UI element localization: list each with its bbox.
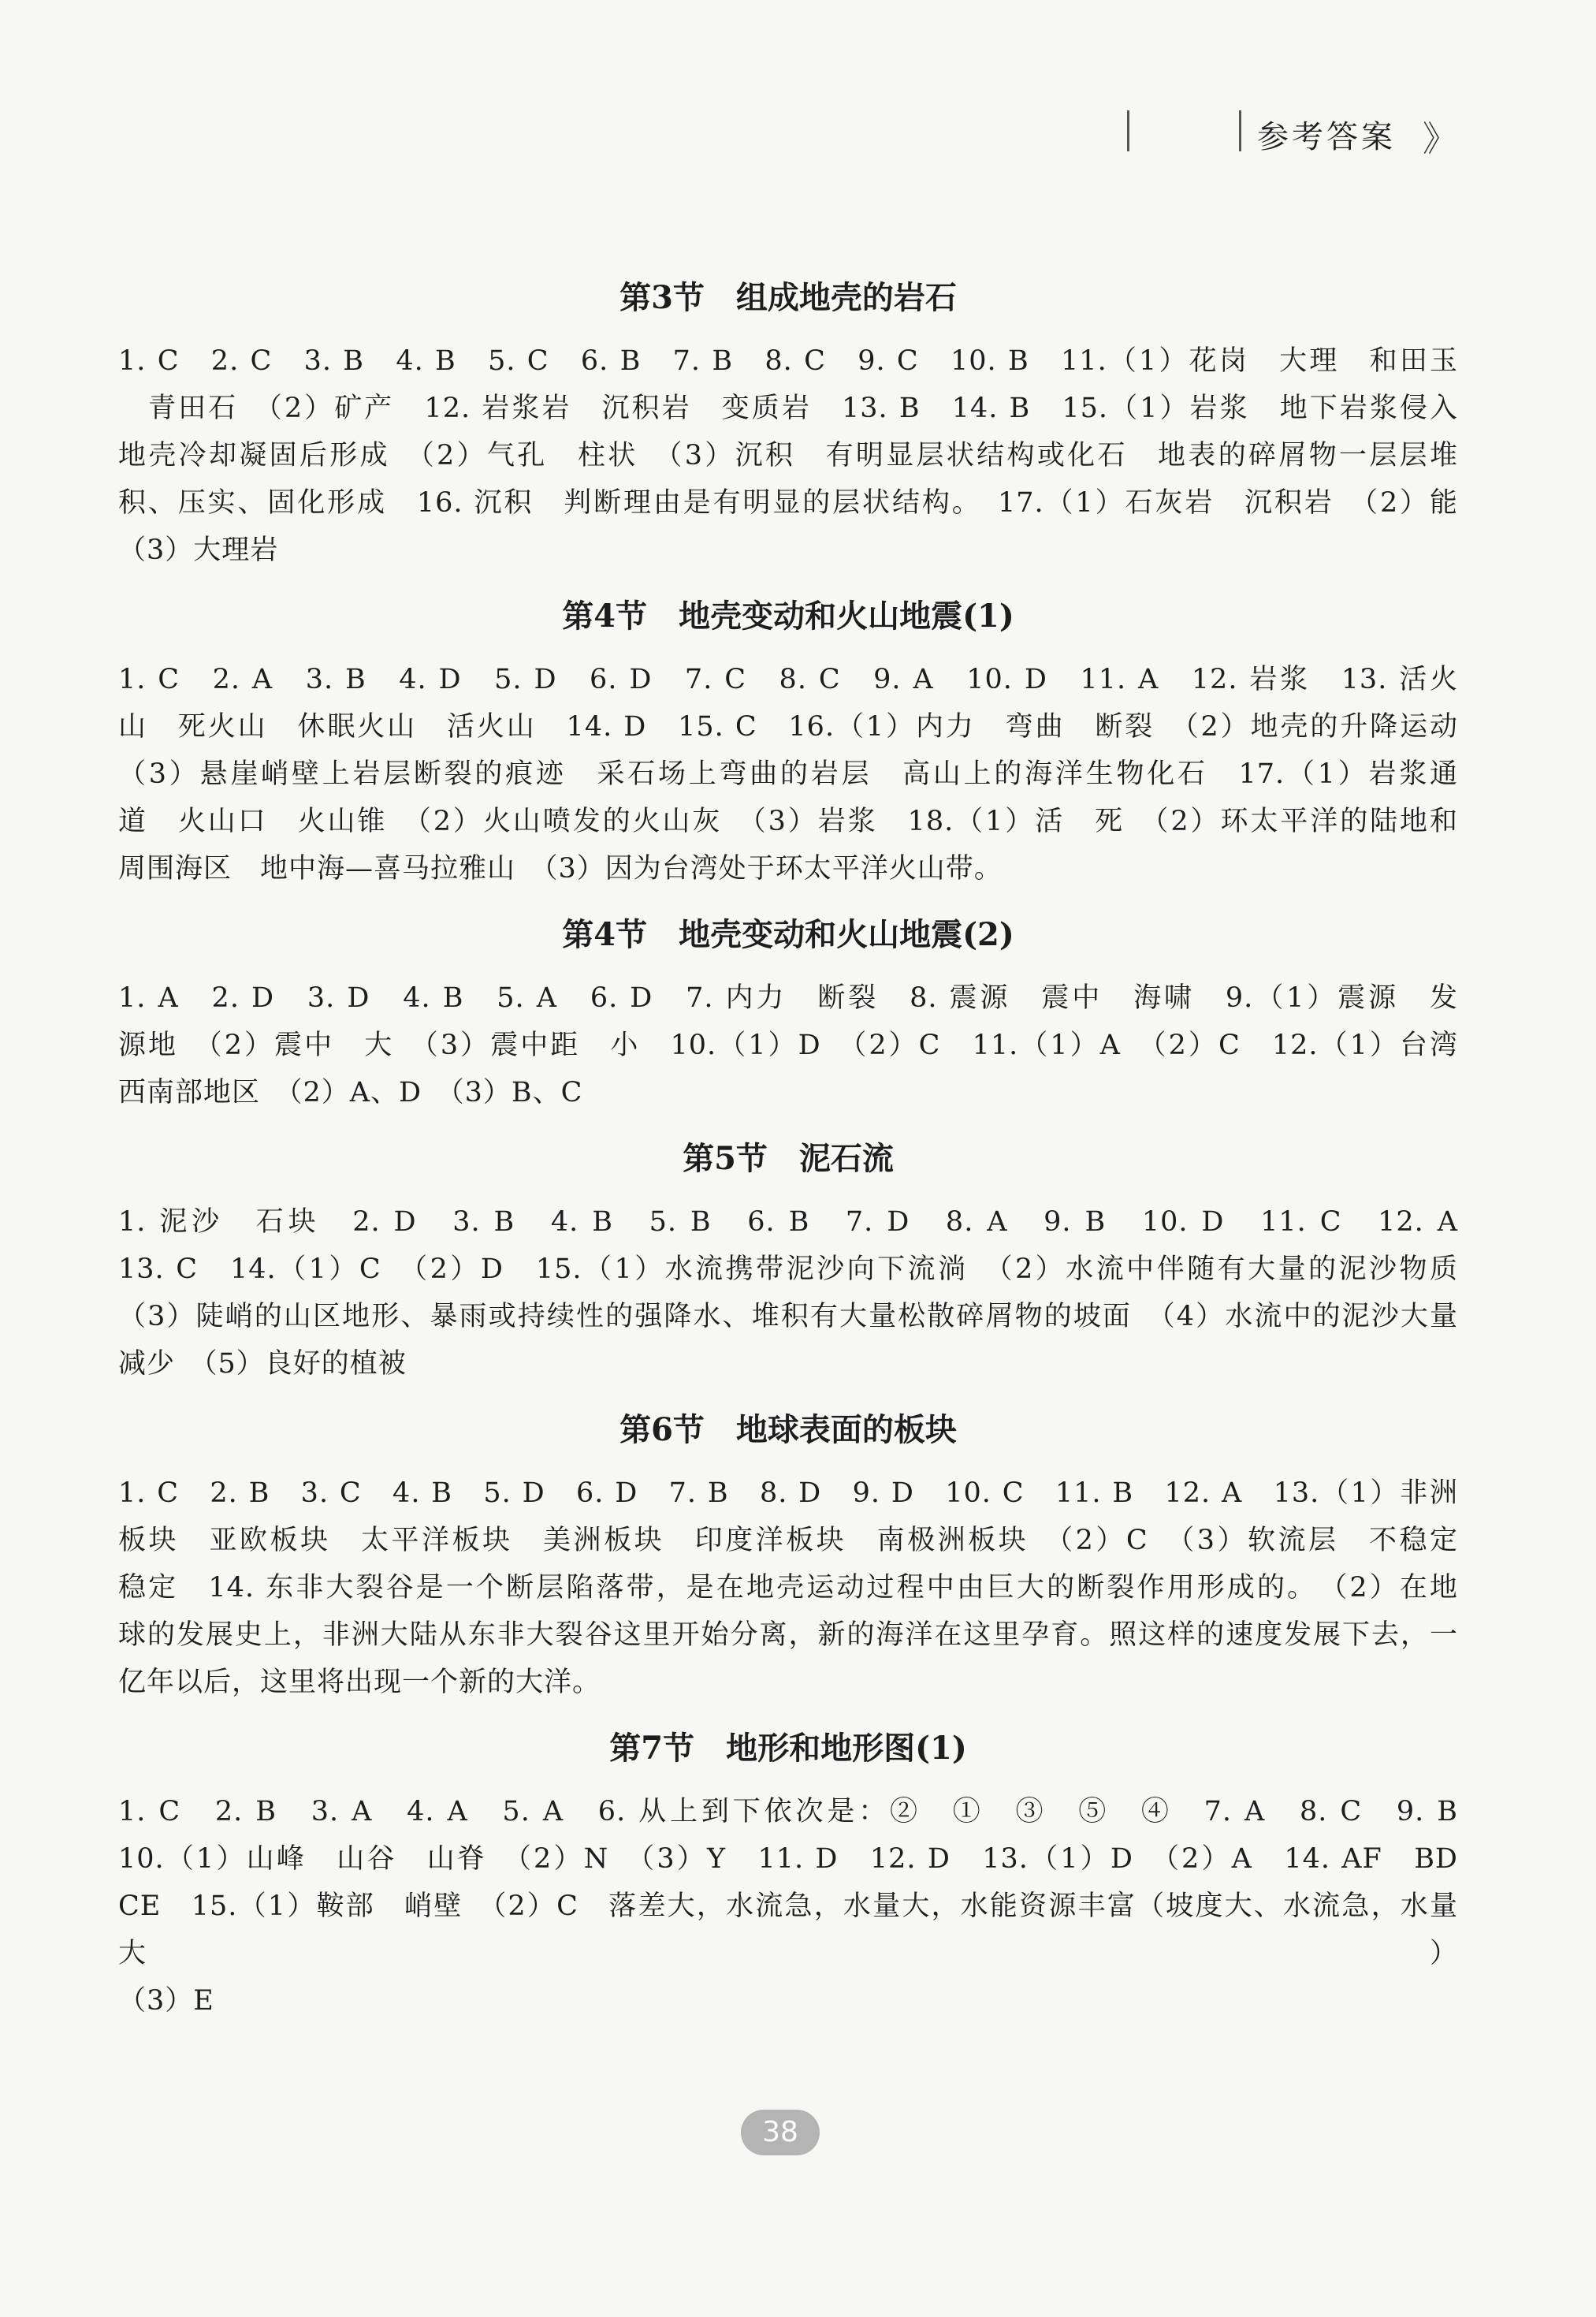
answer-line: 源地 （2）震中 大 （3）震中距 小 10.（1）D （2）C 11.（1）A （2）C 12.（1）台湾 (118, 1030, 1458, 1061)
answer-line: （3）大理岩 (118, 535, 279, 566)
double-chevron-icon: 》 (1423, 119, 1446, 159)
answer-line: CE 15.（1）鞍部 峭壁 （2）C 落差大，水流急，水量大，水能资源丰富（坡度大、水流急，水量大） (118, 1890, 1458, 1969)
answer-line: 1. 泥沙 石块 2. D 3. B 4. B 5. B 6. B 7. D 8. A 9. B 10. D 11. C 12. A (118, 1206, 1458, 1238)
section-title: 第4节 地壳变动和火山地震(2) (562, 916, 1014, 953)
header-title: 参考答案 (1257, 119, 1396, 155)
answer-line: 山 死火山 休眠火山 活火山 14. D 15. C 16.（1）内力 弯曲 断裂 （2）地壳的升降运动 (118, 711, 1458, 743)
answer-line: 地壳冷却凝固后形成 （2）气孔 柱状 （3）沉积 有明显层状结构或化石 地表的碎屑物一层层堆 (118, 440, 1458, 471)
section-title: 第6节 地球表面的板块 (619, 1411, 957, 1448)
answer-line: 积、压实、固化形成 16. 沉积 判断理由是有明显的层状结构。 17.（1）石灰岩 沉积岩 （2）能 (118, 487, 1458, 519)
section-answers (118, 337, 1458, 574)
page-number-badge: 38 (741, 2110, 820, 2155)
answer-line: 1. C 2. C 3. B 4. B 5. C 6. B 7. B 8. C 9. C 10. B 11.（1）花岗 大理 和田玉 (118, 345, 1458, 377)
answer-content (118, 274, 1458, 2043)
section-title: 第7节 地形和地形图(1) (609, 1730, 967, 1767)
answer-line: 减少 （5）良好的植被 (118, 1348, 407, 1380)
answer-line: 13. C 14.（1）C （2）D 15.（1）水流携带泥沙向下流淌 （2）水流中伴随有大量的泥沙物质 (118, 1253, 1458, 1285)
answer-line: 稳定 14. 东非大裂谷是一个断层陷落带，是在地壳运动过程中由巨大的断裂作用形成的。 （2）在地 (118, 1572, 1458, 1604)
answer-line: 亿年以后，这里将出现一个新的大洋。 (118, 1667, 601, 1698)
section-title: 第4节 地壳变动和火山地震(1) (562, 598, 1014, 635)
section-answers (118, 656, 1458, 892)
page-header (1119, 110, 1482, 158)
section-answers (118, 1470, 1458, 1706)
answer-line: （3）E (118, 1985, 214, 2017)
answer-line: 西南部地区 （2）A、D （3）B、C (118, 1077, 583, 1108)
answer-line: 周围海区 地中海—喜马拉雅山 （3）因为台湾处于环太平洋火山带。 (118, 853, 1003, 885)
answer-line: 道 火山口 火山锥 （2）火山喷发的火山灰 （3）岩浆 18.（1）活 死 （2）环太平洋的陆地和 (118, 806, 1458, 837)
header-divider (1239, 110, 1241, 151)
section-title: 第5节 泥石流 (683, 1140, 894, 1177)
answer-line: 青田石 （2）矿产 12. 岩浆岩 沉积岩 变质岩 13. B 14. B 15.（1）岩浆 地下岩浆侵入 (118, 393, 1458, 424)
answer-line: （3）悬崖峭壁上岩层断裂的痕迹 采石场上弯曲的岩层 高山上的海洋生物化石 17.（1）岩浆通 (118, 758, 1458, 790)
answer-line: 球的发展史上，非洲大陆从东非大裂谷这里开始分离，新的海洋在这里孕育。照这样的速度发展下去，一 (118, 1619, 1458, 1651)
answer-line: 1. C 2. B 3. A 4. A 5. A 6. 从上到下依次是：② ① ③ ⑤ ④ 7. A 8. C 9. B (118, 1796, 1458, 1827)
answer-line: 1. C 2. A 3. B 4. D 5. D 6. D 7. C 8. C 9. A 10. D 11. A 12. 岩浆 13. 活火 (118, 664, 1458, 695)
section-title: 第3节 组成地壳的岩石 (619, 279, 957, 316)
section-answers (118, 974, 1458, 1116)
answer-line: 10.（1）山峰 山谷 山脊 （2）N （3）Y 11. D 12. D 13.（1）D （2）A 14. AF BD (118, 1843, 1458, 1875)
section-answers (118, 1198, 1458, 1388)
section-answers (118, 1788, 1458, 2025)
answer-line: 1. A 2. D 3. D 4. B 5. A 6. D 7. 内力 断裂 8. 震源 震中 海啸 9.（1）震源 发 (118, 982, 1458, 1014)
answer-line: 板块 亚欧板块 太平洋板块 美洲板块 印度洋板块 南极洲板块 （2）C （3）软流层 不稳定 (118, 1525, 1458, 1556)
answer-line: （3）陡峭的山区地形、暴雨或持续性的强降水、堆积有大量松散碎屑物的坡面 （4）水流中的泥沙大量 (118, 1301, 1458, 1332)
header-divider (1127, 110, 1129, 151)
answer-line: 1. C 2. B 3. C 4. B 5. D 6. D 7. B 8. D 9. D 10. C 11. B 12. A 13.（1）非洲 (118, 1477, 1458, 1509)
